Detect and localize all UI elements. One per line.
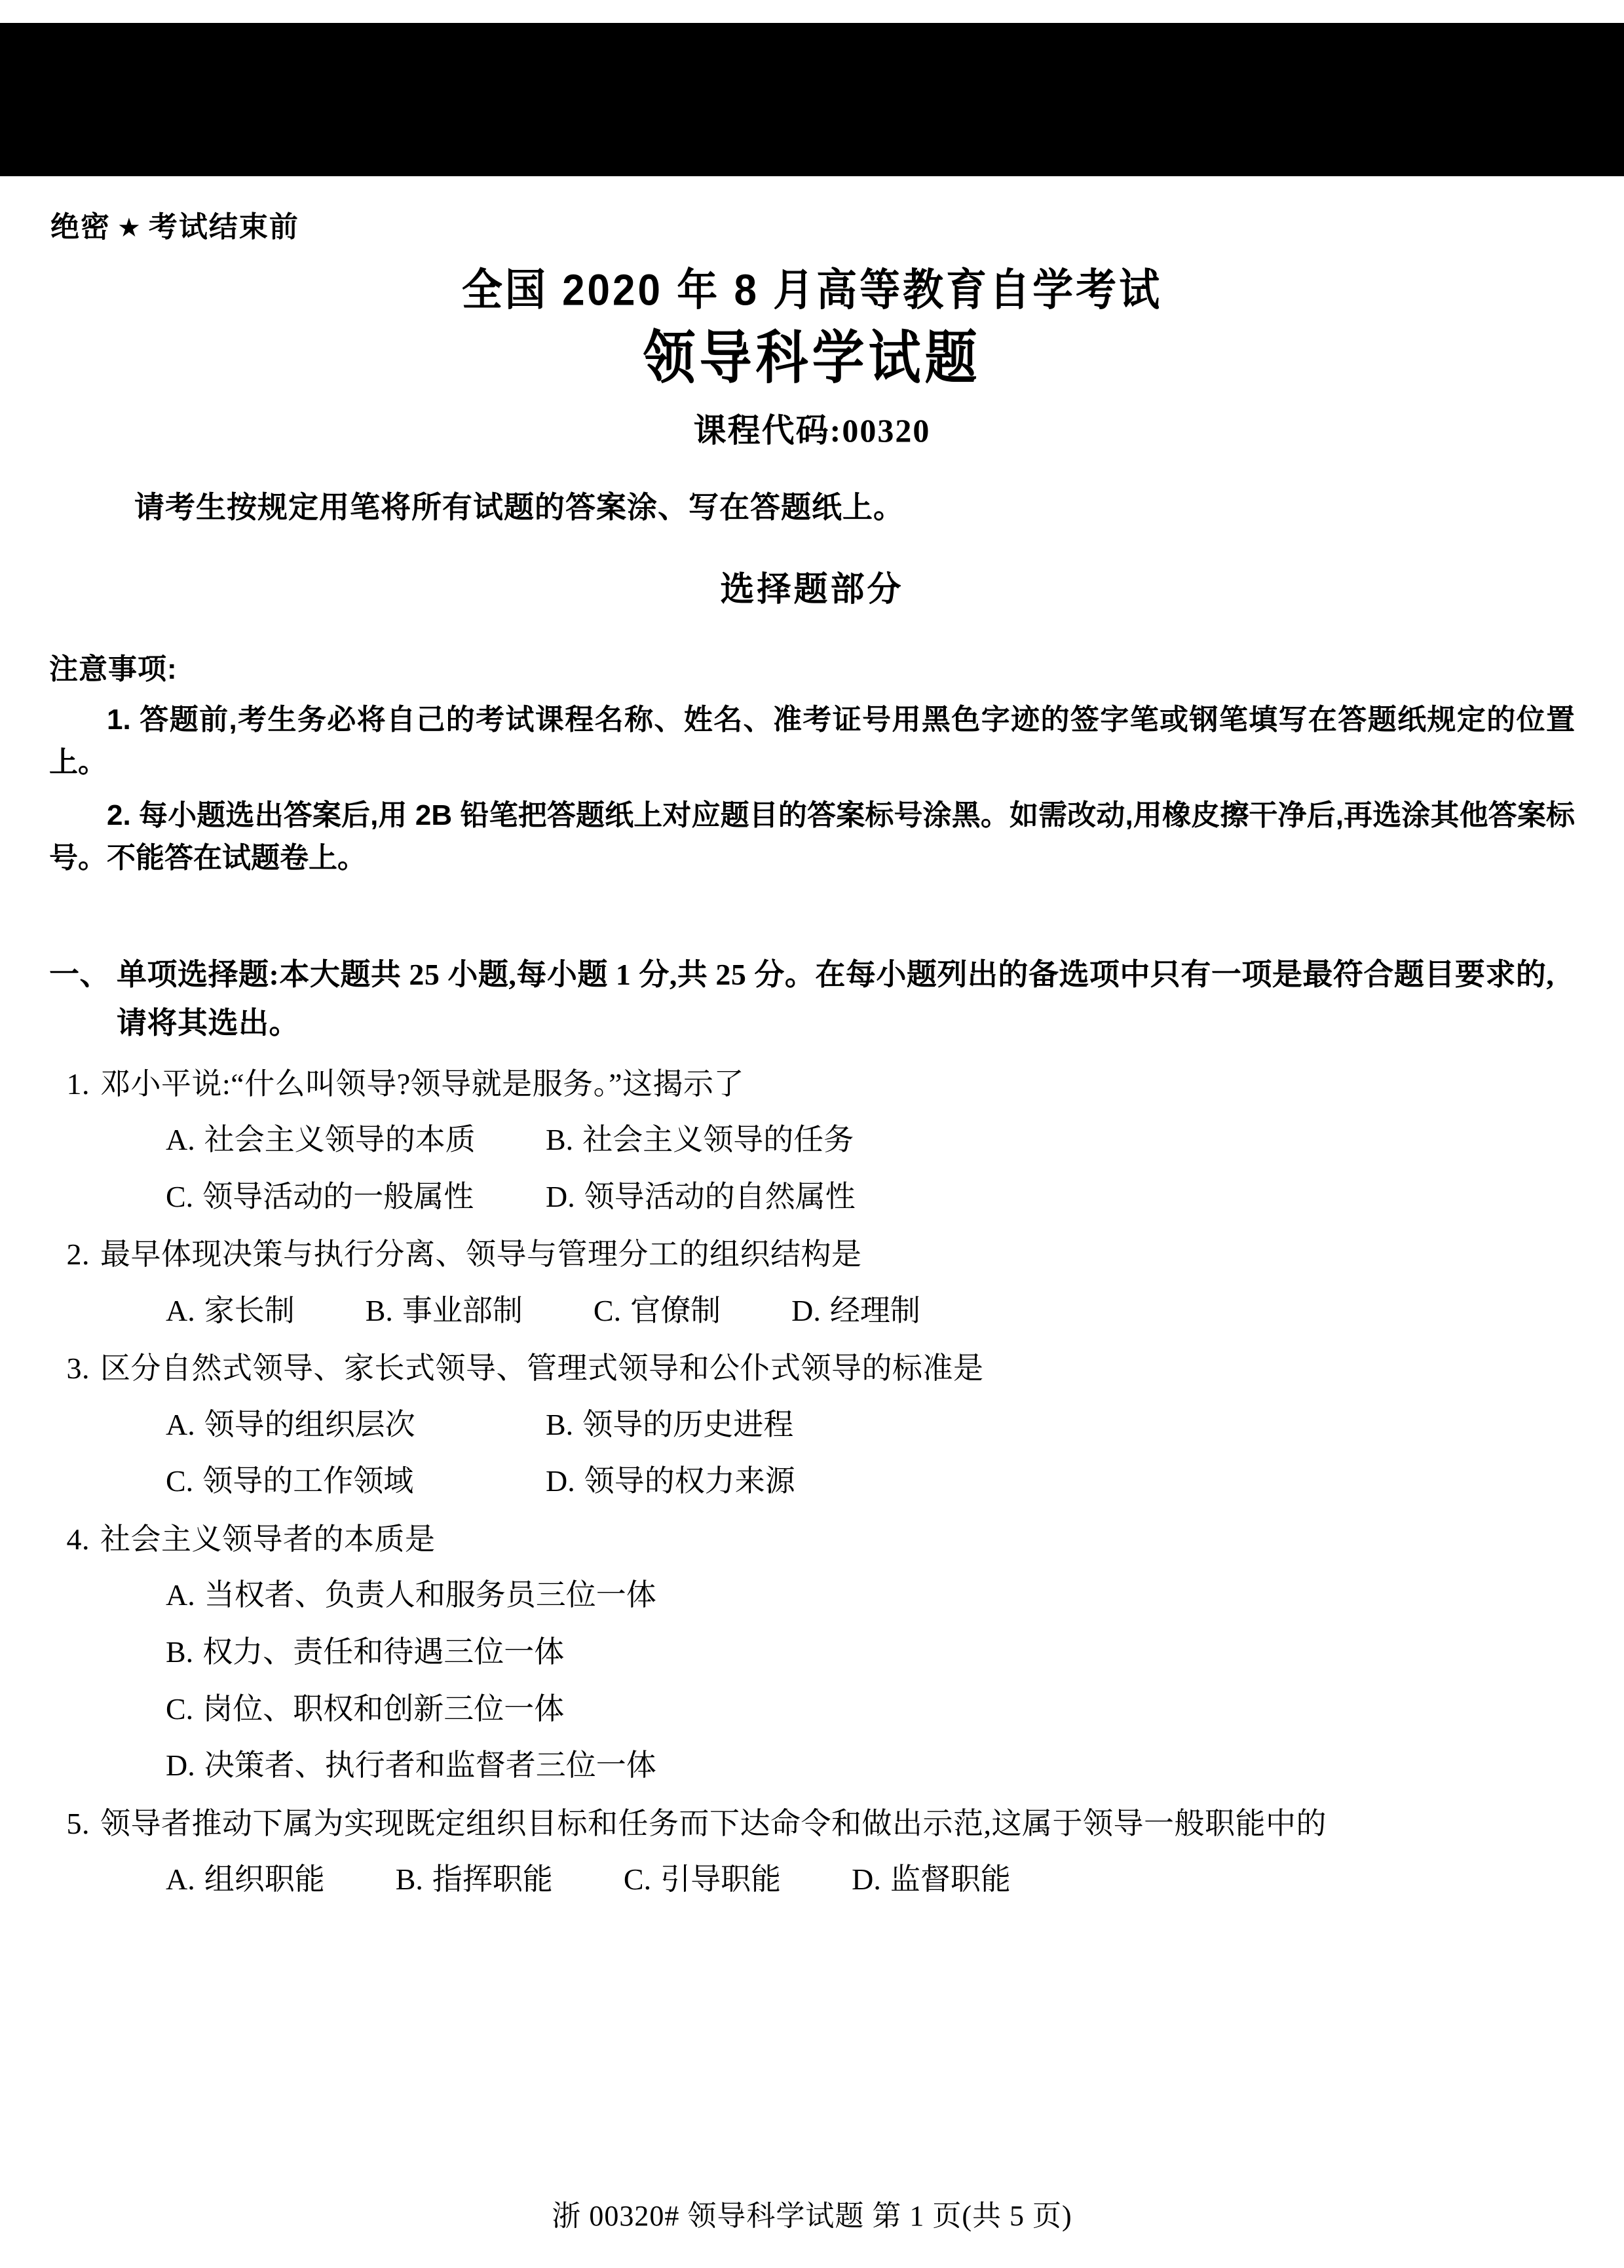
part-one-heading: [49, 951, 1575, 1048]
option[interactable]: [396, 1855, 553, 1904]
option[interactable]: [166, 1685, 1575, 1734]
question-stem: [49, 1344, 1575, 1393]
option-label: D.: [166, 1748, 195, 1783]
page-footer: 浙 00320# 领导科学试题 第 1 页(共 5 页): [552, 2200, 1072, 2232]
option-label: D.: [546, 1179, 575, 1213]
option[interactable]: [166, 1116, 546, 1165]
option-label: C.: [623, 1862, 652, 1897]
question-text: 领导者推动下属为实现既定组织目标和任务而下达命令和做出示范,这属于领导一般职能中的: [100, 1806, 1327, 1840]
question-number: 2.: [66, 1238, 90, 1272]
notice-item: 2. 每小题选出答案后,用 2B 铅笔把答题纸上对应题目的答案标号涂黑。如需改动,用橡皮擦干净后,再选涂其他答案标号。不能答在试题卷上。: [49, 799, 1575, 875]
classified-note: 考试结束前: [148, 211, 299, 243]
option-row: [166, 1457, 1575, 1506]
question-stem: [49, 1060, 1575, 1108]
option-label: C.: [166, 1464, 194, 1498]
option[interactable]: [166, 1855, 325, 1904]
option-text: 领导的组织层次: [204, 1407, 415, 1441]
option-text: 社会主义领导的本质: [204, 1123, 476, 1157]
option-label: B.: [546, 1407, 574, 1441]
question-number: 5.: [66, 1806, 90, 1840]
option-text: 指挥职能: [432, 1862, 553, 1897]
option[interactable]: [166, 1457, 546, 1506]
option-group: [49, 1571, 1575, 1790]
option-label: A.: [166, 1293, 195, 1327]
option-text: 官僚制: [630, 1293, 721, 1327]
option[interactable]: [366, 1287, 523, 1336]
option[interactable]: [546, 1116, 1575, 1165]
option-label: D.: [791, 1293, 821, 1327]
option-label: C.: [166, 1179, 194, 1213]
classified-header: [50, 210, 1575, 245]
option-label: D.: [852, 1862, 881, 1897]
question-stem: [49, 1515, 1575, 1564]
question-stem: [49, 1800, 1575, 1848]
option-text: 领导活动的自然属性: [584, 1179, 856, 1213]
section-banner: 选择题部分: [720, 571, 904, 609]
notice-item: 1. 答题前,考生务必将自己的考试课程名称、姓名、准考证号用黑色字迹的签字笔或钢笔填写在答题纸规定的位置上。: [49, 704, 1575, 779]
option-row: [166, 1855, 1575, 1904]
scan-artifact-band: [0, 23, 1624, 176]
option[interactable]: [166, 1571, 1575, 1620]
option-text: 事业部制: [402, 1293, 523, 1327]
option-row: [166, 1571, 1575, 1620]
question-number: 1.: [66, 1067, 90, 1101]
option[interactable]: [791, 1287, 920, 1336]
option-label: C.: [593, 1293, 622, 1327]
pen-instruction: 请考生按规定用笔将所有试题的答案涂、写在答题纸上。: [134, 490, 904, 525]
option-row: [166, 1173, 1575, 1222]
option-label: A.: [166, 1578, 195, 1612]
option-text: 决策者、执行者和监督者三位一体: [204, 1748, 656, 1783]
option-label: B.: [166, 1635, 194, 1669]
classified-label: 绝密: [50, 211, 111, 243]
paper-title: 领导科学试题: [643, 326, 981, 390]
course-code: 课程代码:00320: [693, 412, 931, 449]
option-group: [49, 1401, 1575, 1506]
option-label: B.: [395, 1862, 423, 1897]
question-number: 4.: [66, 1522, 90, 1556]
question: [49, 1230, 1575, 1335]
part-one-heading-text: 单项选择题:本大题共 25 小题,每小题 1 分,共 25 分。在每小题列出的备选项中只有一项是最符合题目要求的,请将其选出。: [117, 957, 1555, 1040]
option-text: 引导职能: [660, 1862, 782, 1897]
option[interactable]: [546, 1173, 1575, 1222]
question: [49, 1060, 1575, 1222]
option[interactable]: [624, 1855, 781, 1904]
option-text: 经理制: [829, 1293, 920, 1327]
option-text: 权力、责任和待遇三位一体: [202, 1635, 565, 1669]
option[interactable]: [594, 1287, 721, 1336]
option-text: 社会主义领导的任务: [582, 1123, 854, 1157]
option[interactable]: [166, 1287, 295, 1336]
option-text: 组织职能: [204, 1862, 325, 1897]
option[interactable]: [852, 1855, 1011, 1904]
part-one-marker: 一、: [49, 957, 110, 991]
question: [49, 1515, 1575, 1790]
question-text: 社会主义领导者的本质是: [100, 1522, 436, 1556]
option-row: [166, 1628, 1575, 1677]
option-label: A.: [166, 1123, 195, 1157]
option-label: B.: [546, 1123, 574, 1157]
option-text: 领导的权力来源: [584, 1464, 795, 1498]
option[interactable]: [546, 1457, 1575, 1506]
option-text: 领导的工作领域: [202, 1464, 414, 1498]
option-label: A.: [166, 1862, 195, 1897]
option-text: 领导活动的一般属性: [202, 1179, 474, 1213]
question-stem: [49, 1230, 1575, 1279]
question-text: 邓小平说:“什么叫领导?领导就是服务。”这揭示了: [100, 1067, 745, 1101]
option-text: 岗位、职权和创新三位一体: [202, 1692, 565, 1726]
option-row: [166, 1401, 1575, 1450]
exam-title: 全国 2020 年 8 月高等教育自学考试: [461, 266, 1163, 315]
title-block: [49, 263, 1575, 452]
option[interactable]: [166, 1628, 1575, 1677]
option[interactable]: [166, 1173, 546, 1222]
question: [49, 1800, 1575, 1904]
option-label: D.: [546, 1464, 575, 1498]
option-text: 家长制: [204, 1293, 295, 1327]
option-text: 监督职能: [890, 1862, 1011, 1897]
option-text: 领导的历史进程: [582, 1407, 794, 1441]
option-group: [49, 1287, 1575, 1336]
notice-heading: 注意事项:: [49, 652, 178, 685]
option-label: A.: [166, 1407, 195, 1441]
option-row: [166, 1741, 1575, 1790]
option-row: [166, 1116, 1575, 1165]
option-text: 当权者、负责人和服务员三位一体: [204, 1578, 656, 1612]
question: [49, 1344, 1575, 1506]
question-text: 最早体现决策与执行分离、领导与管理分工的组织结构是: [100, 1238, 862, 1272]
option[interactable]: [166, 1741, 1575, 1790]
option-label: B.: [365, 1293, 393, 1327]
option[interactable]: [166, 1401, 546, 1450]
option-label: C.: [166, 1692, 194, 1726]
option-row: [166, 1287, 1575, 1336]
question-number: 3.: [66, 1351, 90, 1386]
question-list: [49, 1060, 1575, 1904]
star-icon: ★: [117, 214, 142, 242]
option-group: [49, 1855, 1575, 1904]
option-group: [49, 1116, 1575, 1221]
option-row: [166, 1685, 1575, 1734]
question-text: 区分自然式领导、家长式领导、管理式领导和公仆式领导的标准是: [100, 1351, 984, 1386]
option[interactable]: [546, 1401, 1575, 1450]
exam-page: [0, 176, 1624, 2268]
